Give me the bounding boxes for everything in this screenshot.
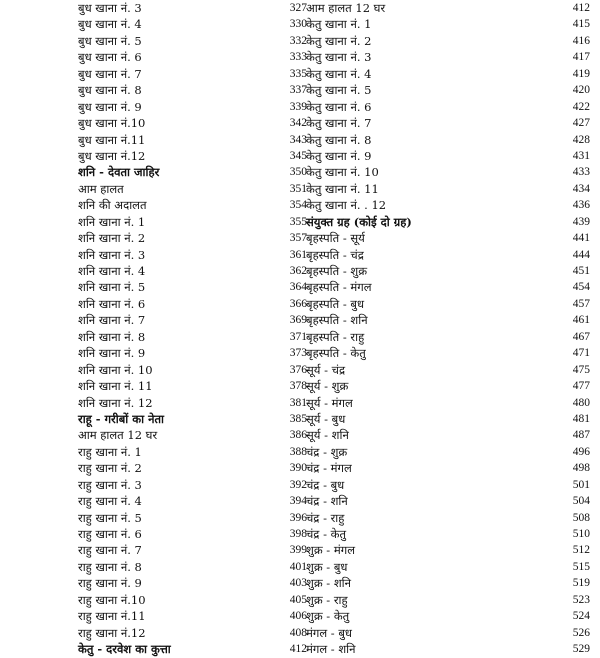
entry-page-number: 398 bbox=[289, 528, 307, 540]
entry-title: बुध खाना नं. 5 bbox=[78, 33, 142, 48]
entry-page-number: 504 bbox=[572, 495, 590, 508]
index-entry bbox=[78, 427, 310, 443]
entry-page-number: 416 bbox=[572, 34, 590, 47]
index-entry bbox=[306, 542, 592, 558]
index-entry bbox=[306, 378, 592, 394]
entry-page-number: 378 bbox=[289, 380, 307, 393]
entry-page-number: 412 bbox=[572, 2, 590, 14]
entry-page-number: 487 bbox=[572, 429, 590, 442]
entry-page-number: 439 bbox=[572, 215, 590, 228]
index-entry bbox=[78, 99, 310, 115]
entry-page-number: 457 bbox=[572, 297, 590, 310]
entry-title: शुक्र - केतु bbox=[306, 609, 350, 624]
entry-title: शनि खाना नं. 12 bbox=[78, 395, 153, 410]
entry-page-number: 373 bbox=[289, 347, 307, 360]
entry-title: शनि की अदालत bbox=[78, 198, 147, 213]
entry-page-number: 501 bbox=[572, 478, 590, 491]
entry-page-number: 477 bbox=[572, 380, 590, 393]
index-entry bbox=[78, 460, 310, 476]
entry-page-number: 451 bbox=[572, 265, 590, 277]
entry-title: बुध खाना नं.10 bbox=[78, 116, 146, 131]
index-entry bbox=[78, 345, 310, 361]
entry-title: केतु खाना नं. 5 bbox=[306, 83, 372, 98]
index-entry bbox=[306, 510, 592, 526]
index-entry bbox=[78, 329, 310, 345]
index-entry bbox=[306, 82, 592, 98]
entry-page-number: 351 bbox=[289, 182, 307, 195]
index-entry bbox=[78, 378, 310, 394]
index-entry bbox=[78, 279, 310, 295]
entry-page-number: 419 bbox=[572, 67, 590, 80]
entry-title: मंगल - बुध bbox=[306, 625, 352, 640]
entry-page-number: 354 bbox=[289, 199, 307, 212]
index-entry bbox=[78, 132, 310, 148]
entry-title: बुध खाना नं. 4 bbox=[78, 17, 142, 32]
entry-page-number: 471 bbox=[572, 347, 590, 360]
entry-page-number: 467 bbox=[572, 330, 590, 343]
entry-page-number: 526 bbox=[572, 626, 590, 639]
index-entry bbox=[306, 197, 592, 213]
index-entry bbox=[306, 559, 592, 575]
column-gutter bbox=[304, 0, 305, 600]
index-entry bbox=[306, 33, 592, 49]
index-entry bbox=[306, 312, 592, 328]
entry-page-number: 401 bbox=[289, 560, 307, 573]
entry-page-number: 339 bbox=[289, 100, 307, 113]
entry-page-number: 327 bbox=[289, 2, 307, 14]
index-entry bbox=[306, 575, 592, 591]
entry-page-number: 342 bbox=[289, 117, 307, 130]
entry-title: शुक्र - बुध bbox=[306, 559, 348, 574]
index-entry bbox=[78, 263, 310, 279]
index-entry bbox=[78, 230, 310, 246]
index-entry bbox=[306, 263, 592, 279]
index-entry bbox=[306, 0, 592, 16]
left-index-column bbox=[78, 0, 310, 658]
entry-page-number: 475 bbox=[572, 363, 590, 376]
index-section-heading bbox=[306, 214, 592, 230]
entry-title: केतु खाना नं. 3 bbox=[306, 50, 372, 65]
entry-title: बुध खाना नं. 7 bbox=[78, 66, 142, 81]
entry-title: बृहस्पति - बुध bbox=[306, 296, 365, 311]
entry-page-number: 519 bbox=[572, 577, 590, 590]
index-entry bbox=[306, 230, 592, 246]
entry-page-number: 403 bbox=[289, 577, 307, 590]
entry-title: बृहस्पति - मंगल bbox=[306, 280, 372, 295]
index-entry bbox=[306, 16, 592, 32]
entry-page-number: 496 bbox=[572, 445, 590, 458]
entry-page-number: 369 bbox=[289, 314, 307, 327]
entry-page-number: 408 bbox=[289, 626, 307, 639]
entry-title: बुध खाना नं. 9 bbox=[78, 99, 142, 114]
entry-title: शनि खाना नं. 9 bbox=[78, 346, 146, 361]
index-entry bbox=[78, 625, 310, 641]
entry-title: बृहस्पति - शुक्र bbox=[306, 264, 368, 278]
entry-title: सूर्य - मंगल bbox=[306, 395, 353, 410]
entry-title: शनि खाना नं. 10 bbox=[78, 362, 153, 377]
index-entry bbox=[78, 296, 310, 312]
entry-title: राहु खाना नं. 4 bbox=[78, 494, 142, 509]
entry-page-number: 431 bbox=[572, 149, 590, 162]
index-entry bbox=[306, 329, 592, 345]
entry-page-number: 366 bbox=[289, 297, 307, 310]
index-entry bbox=[78, 542, 310, 558]
entry-title: शनि खाना नं. 7 bbox=[78, 313, 146, 328]
entry-page-number: 392 bbox=[289, 478, 307, 491]
entry-title: बृहस्पति - शनि bbox=[306, 313, 368, 328]
entry-title: केतु खाना नं. 11 bbox=[306, 181, 379, 196]
entry-title: सूर्य - शुक्र bbox=[306, 379, 349, 394]
entry-title: राहु खाना नं. 1 bbox=[78, 444, 142, 459]
entry-page-number: 461 bbox=[572, 314, 590, 327]
entry-page-number: 444 bbox=[572, 248, 590, 261]
index-entry bbox=[78, 33, 310, 49]
entry-page-number: 512 bbox=[572, 544, 590, 557]
entry-title: चंद्र - राहु bbox=[306, 510, 345, 525]
entry-page-number: 498 bbox=[572, 462, 590, 475]
index-entry bbox=[306, 493, 592, 509]
index-entry bbox=[78, 395, 310, 411]
entry-title: बृहस्पति - राहु bbox=[306, 329, 365, 344]
entry-page-number: 434 bbox=[572, 182, 590, 195]
entry-title: बुध खाना नं. 6 bbox=[78, 50, 142, 65]
index-section-heading bbox=[78, 411, 310, 427]
entry-title: राहू - गरीबों का नेता bbox=[78, 411, 165, 426]
index-section-heading bbox=[78, 164, 310, 180]
index-entry bbox=[306, 132, 592, 148]
index-entry bbox=[306, 444, 592, 460]
entry-page-number: 422 bbox=[572, 100, 590, 113]
entry-title: शनि खाना नं. 8 bbox=[78, 329, 146, 344]
index-entry bbox=[306, 345, 592, 361]
index-entry bbox=[306, 181, 592, 197]
entry-page-number: 343 bbox=[289, 133, 307, 146]
entry-page-number: 386 bbox=[289, 429, 307, 442]
entry-title: बुध खाना नं. 8 bbox=[78, 83, 142, 98]
entry-title: बृहस्पति - सूर्य bbox=[306, 231, 365, 246]
index-entry bbox=[306, 460, 592, 476]
entry-title: आम हालत 12 घर bbox=[78, 428, 158, 443]
entry-page-number: 362 bbox=[289, 265, 307, 277]
entry-page-number: 350 bbox=[289, 166, 307, 179]
index-entry bbox=[306, 362, 592, 378]
entry-title: केतु खाना नं. 10 bbox=[306, 165, 379, 180]
entry-title: राहु खाना नं. 3 bbox=[78, 477, 142, 492]
index-entry bbox=[306, 49, 592, 65]
entry-title: शुक्र - शनि bbox=[306, 576, 352, 591]
index-entry bbox=[78, 510, 310, 526]
entry-title: बुध खाना नं.11 bbox=[78, 132, 146, 147]
entry-title: केतु खाना नं. 6 bbox=[306, 99, 372, 114]
entry-page-number: 335 bbox=[289, 67, 307, 80]
index-entry bbox=[78, 559, 310, 575]
entry-title: बृहस्पति - चंद्र bbox=[306, 247, 364, 262]
entry-page-number: 364 bbox=[289, 281, 307, 294]
entry-page-number: 441 bbox=[572, 232, 590, 245]
entry-title: सूर्य - शनि bbox=[306, 428, 349, 443]
entry-page-number: 405 bbox=[289, 593, 307, 606]
entry-page-number: 345 bbox=[289, 149, 307, 162]
index-entry bbox=[78, 66, 310, 82]
entry-title: शनि - देवता जाहिर bbox=[78, 165, 160, 180]
index-entry bbox=[78, 312, 310, 328]
index-entry bbox=[78, 181, 310, 197]
entry-title: चंद्र - मंगल bbox=[306, 461, 352, 476]
entry-title: शनि खाना नं. 5 bbox=[78, 280, 146, 295]
index-entry bbox=[306, 148, 592, 164]
entry-page-number: 481 bbox=[572, 412, 590, 425]
entry-page-number: 510 bbox=[572, 528, 590, 540]
index-entry bbox=[78, 214, 310, 230]
entry-title: चंद्र - केतु bbox=[306, 527, 346, 541]
index-entry bbox=[78, 493, 310, 509]
index-entry bbox=[78, 608, 310, 624]
index-entry bbox=[78, 362, 310, 378]
entry-title: केतु खाना नं. 1 bbox=[306, 17, 372, 32]
index-entry bbox=[78, 477, 310, 493]
entry-title: राहु खाना नं. 9 bbox=[78, 576, 142, 591]
entry-page-number: 524 bbox=[572, 610, 590, 623]
entry-title: चंद्र - बुध bbox=[306, 477, 345, 492]
index-entry bbox=[306, 279, 592, 295]
entry-page-number: 508 bbox=[572, 511, 590, 524]
entry-title: चंद्र - शुक्र bbox=[306, 444, 348, 459]
entry-title: आम हालत 12 घर bbox=[306, 1, 386, 15]
entry-title: केतु खाना नं. 2 bbox=[306, 33, 372, 48]
entry-page-number: 436 bbox=[572, 199, 590, 212]
entry-title: शनि खाना नं. 11 bbox=[78, 379, 153, 394]
entry-title: केतु खाना नं. 4 bbox=[306, 66, 372, 81]
entry-title: राहु खाना नं.10 bbox=[78, 592, 146, 607]
entry-page-number: 399 bbox=[289, 544, 307, 557]
index-entry bbox=[78, 49, 310, 65]
index-entry bbox=[306, 526, 592, 542]
entry-page-number: 523 bbox=[572, 593, 590, 606]
index-entry bbox=[78, 16, 310, 32]
index-entry bbox=[306, 427, 592, 443]
entry-page-number: 420 bbox=[572, 84, 590, 97]
entry-title: संयुक्त ग्रह (कोई दो ग्रह) bbox=[306, 214, 412, 229]
entry-title: राहु खाना नं.11 bbox=[78, 609, 146, 624]
index-entry bbox=[78, 148, 310, 164]
entry-title: राहु खाना नं.12 bbox=[78, 625, 146, 640]
index-entry bbox=[78, 526, 310, 542]
index-entry bbox=[78, 0, 310, 16]
entry-page-number: 394 bbox=[289, 495, 307, 508]
index-entry bbox=[306, 608, 592, 624]
entry-page-number: 406 bbox=[289, 610, 307, 623]
index-entry bbox=[78, 247, 310, 263]
entry-title: बुध खाना नं.12 bbox=[78, 148, 146, 163]
entry-page-number: 529 bbox=[572, 643, 590, 656]
entry-title: शुक्र - राहु bbox=[306, 592, 348, 607]
index-entry bbox=[306, 164, 592, 180]
entry-title: राहु खाना नं. 7 bbox=[78, 543, 142, 558]
index-entry bbox=[306, 641, 592, 657]
index-entry bbox=[306, 99, 592, 115]
index-entry bbox=[306, 477, 592, 493]
entry-page-number: 355 bbox=[289, 215, 307, 228]
entry-title: राहु खाना नं. 2 bbox=[78, 461, 142, 476]
entry-title: मंगल - शनि bbox=[306, 642, 356, 657]
entry-title: सूर्य - चंद्र bbox=[306, 362, 346, 377]
entry-title: केतु खाना नं. 7 bbox=[306, 116, 372, 131]
index-section-heading bbox=[78, 641, 310, 657]
right-index-column bbox=[306, 0, 592, 658]
entry-title: शनि खाना नं. 6 bbox=[78, 296, 146, 311]
entry-page-number: 433 bbox=[572, 166, 590, 179]
entry-page-number: 427 bbox=[572, 117, 590, 130]
entry-page-number: 357 bbox=[289, 232, 307, 245]
entry-page-number: 480 bbox=[572, 396, 590, 409]
entry-title: बृहस्पति - केतु bbox=[306, 346, 366, 361]
index-entry bbox=[78, 115, 310, 131]
entry-title: आम हालत bbox=[78, 181, 124, 196]
entry-page-number: 390 bbox=[289, 462, 307, 475]
entry-title: शनि खाना नं. 3 bbox=[78, 247, 146, 262]
entry-title: केतु खाना नं. 9 bbox=[306, 148, 372, 163]
index-entry bbox=[306, 66, 592, 82]
entry-page-number: 388 bbox=[289, 445, 307, 458]
index-entry bbox=[306, 115, 592, 131]
entry-title: राहु खाना नं. 8 bbox=[78, 559, 142, 574]
index-entry bbox=[306, 296, 592, 312]
entry-page-number: 337 bbox=[289, 84, 307, 97]
entry-title: चंद्र - शनि bbox=[306, 494, 348, 509]
index-entry bbox=[306, 411, 592, 427]
entry-title: शुक्र - मंगल bbox=[306, 543, 355, 558]
entry-page-number: 333 bbox=[289, 51, 307, 64]
entry-page-number: 371 bbox=[289, 330, 307, 343]
entry-page-number: 428 bbox=[572, 133, 590, 146]
entry-title: राहु खाना नं. 6 bbox=[78, 527, 142, 541]
index-entry bbox=[78, 575, 310, 591]
entry-page-number: 515 bbox=[572, 560, 590, 573]
entry-page-number: 330 bbox=[289, 18, 307, 31]
entry-title: शनि खाना नं. 4 bbox=[78, 264, 146, 278]
entry-title: केतु खाना नं. 8 bbox=[306, 132, 372, 147]
entry-page-number: 417 bbox=[572, 51, 590, 64]
entry-page-number: 361 bbox=[289, 248, 307, 261]
entry-page-number: 412 bbox=[289, 643, 307, 656]
entry-page-number: 381 bbox=[289, 396, 307, 409]
entry-title: बुध खाना नं. 3 bbox=[78, 1, 142, 15]
entry-title: केतु खाना नं. . 12 bbox=[306, 198, 387, 213]
entry-page-number: 396 bbox=[289, 511, 307, 524]
index-entry bbox=[78, 197, 310, 213]
index-entry bbox=[306, 625, 592, 641]
entry-page-number: 385 bbox=[289, 412, 307, 425]
entry-title: शनि खाना नं. 2 bbox=[78, 231, 146, 246]
index-entry bbox=[78, 82, 310, 98]
index-entry bbox=[306, 247, 592, 263]
index-entry bbox=[78, 444, 310, 460]
entry-page-number: 376 bbox=[289, 363, 307, 376]
entry-page-number: 454 bbox=[572, 281, 590, 294]
entry-page-number: 415 bbox=[572, 18, 590, 31]
entry-title: केतु - दरवेश का कुत्ता bbox=[78, 642, 171, 657]
entry-title: सूर्य - बुध bbox=[306, 411, 346, 426]
entry-title: शनि खाना नं. 1 bbox=[78, 214, 146, 229]
entry-page-number: 332 bbox=[289, 34, 307, 47]
entry-title: राहु खाना नं. 5 bbox=[78, 510, 142, 525]
index-entry bbox=[306, 395, 592, 411]
